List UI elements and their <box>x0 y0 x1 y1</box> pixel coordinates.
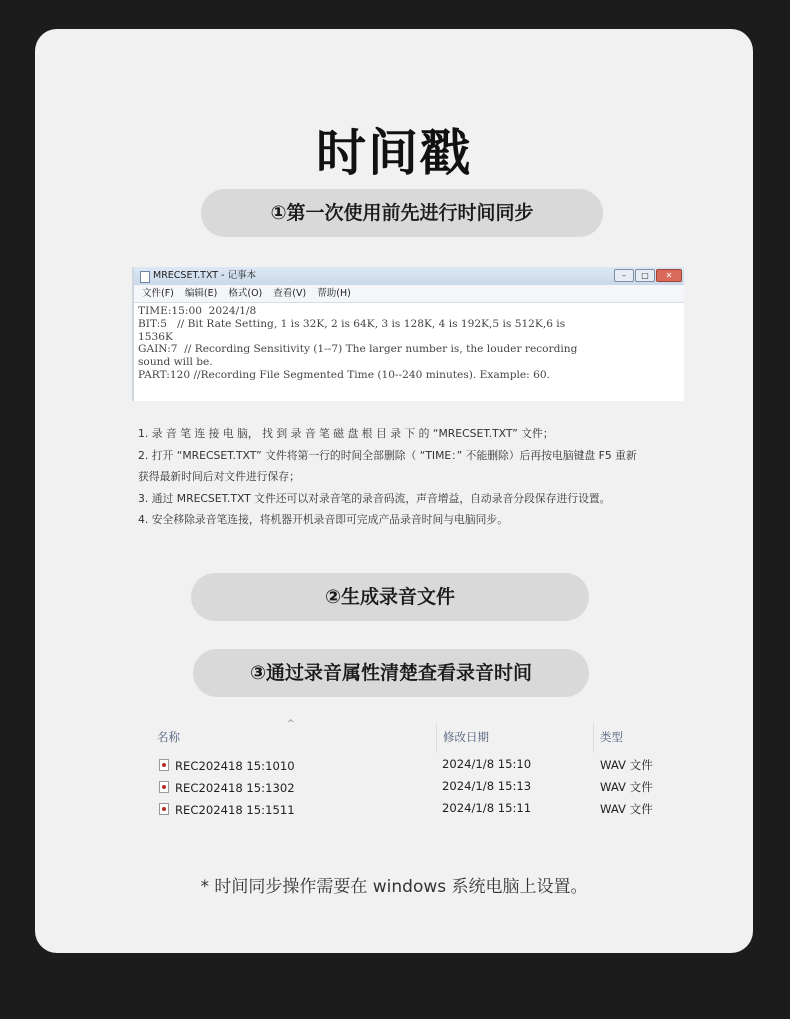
notepad-line: BIT:5 // Bit Rate Setting, 1 is 32K, 2 is 64K, 3 is 128K, 4 is 192K,5 is 512K,6 is <box>138 317 566 330</box>
notepad-line: PART:120 //Recording File Segmented Time (10--240 minutes). Example: 60. <box>138 368 550 381</box>
step-2-heading: ②生成录音文件 <box>191 573 589 621</box>
instruction-item: 4. 安全移除录音笔连接，将机器开机录音即可完成产品录音时间与电脑同步。 <box>138 513 509 526</box>
file-date: 2024/1/8 15:13 <box>442 779 532 793</box>
notepad-line: TIME:15:00 2024/1/8 <box>138 305 257 317</box>
file-type: WAV 文件 <box>600 780 653 794</box>
notepad-line: sound will be. <box>138 356 213 369</box>
file-list <box>153 719 713 829</box>
file-row[interactable] <box>153 777 713 799</box>
column-header-type[interactable]: 类型 <box>600 730 623 744</box>
notepad-line: 1536K <box>138 330 173 343</box>
file-date: 2024/1/8 15:11 <box>442 801 532 815</box>
page-title: 时间戳 <box>316 124 472 182</box>
maximize-icon[interactable]: □ <box>635 269 655 282</box>
menu-edit[interactable]: 编辑(E) <box>184 288 218 299</box>
content-card <box>35 29 753 953</box>
minimize-icon[interactable]: – <box>614 269 634 282</box>
file-name: REC202418 15:1010 <box>175 759 295 773</box>
instruction-item: 1. 录 音 笔 连 接 电 脑， 找 到 录 音 笔 磁 盘 根 目 录 下 的 “MRECSET.TXT” 文件； <box>138 427 554 440</box>
column-divider[interactable] <box>436 723 437 753</box>
notepad-text-area[interactable] <box>134 303 684 384</box>
window-controls <box>613 269 682 282</box>
wav-file-icon <box>159 781 169 793</box>
footnote: * 时间同步操作需要在 windows 系统电脑上设置。 <box>200 877 588 897</box>
instruction-item: 3. 通过 MRECSET.TXT 文件还可以对录音笔的录音码流，声音增益，自动录音分段保存进行设置。 <box>138 491 611 505</box>
close-icon[interactable]: ✕ <box>656 269 682 282</box>
menu-file[interactable]: 文件(F) <box>142 288 174 299</box>
instructions-list <box>138 423 718 531</box>
wav-file-icon <box>159 759 169 771</box>
notepad-window-title: MRECSET.TXT - 记事本 <box>153 270 257 281</box>
file-type: WAV 文件 <box>600 758 653 772</box>
file-name: REC202418 15:1302 <box>175 781 295 795</box>
menu-format[interactable]: 格式(O) <box>228 288 263 299</box>
menu-help[interactable]: 帮助(H) <box>317 288 351 299</box>
file-row[interactable] <box>153 755 713 777</box>
notepad-line: GAIN:7 // Recording Sensitivity (1--7) The larger number is, the louder recording <box>138 343 578 356</box>
column-header-name[interactable]: 名称 <box>157 730 180 744</box>
column-header-date[interactable]: 修改日期 <box>443 730 489 744</box>
step-1-heading: ①第一次使用前先进行时间同步 <box>201 189 603 237</box>
step-3-heading: ③通过录音属性清楚查看录音时间 <box>193 649 589 697</box>
notepad-screenshot <box>132 267 684 401</box>
file-name: REC202418 15:1511 <box>175 803 295 817</box>
menu-view[interactable]: 查看(V) <box>273 288 307 299</box>
file-type: WAV 文件 <box>600 802 653 816</box>
file-date: 2024/1/8 15:10 <box>442 757 532 771</box>
instruction-item: 获得最新时间后对文件进行保存； <box>138 470 300 483</box>
notepad-menubar <box>134 285 684 303</box>
notepad-titlebar <box>134 267 684 285</box>
instruction-item: 2. 打开 “MRECSET.TXT” 文件将第一行的时间全部删除（ “TIME：” 不能删除）后再按电脑键盘 F5 重新 <box>138 448 637 462</box>
column-divider[interactable] <box>593 723 594 753</box>
wav-file-icon <box>159 803 169 815</box>
file-row[interactable] <box>153 799 713 821</box>
sort-arrow-icon[interactable]: ^ <box>287 719 295 729</box>
notepad-document-icon <box>140 271 150 283</box>
